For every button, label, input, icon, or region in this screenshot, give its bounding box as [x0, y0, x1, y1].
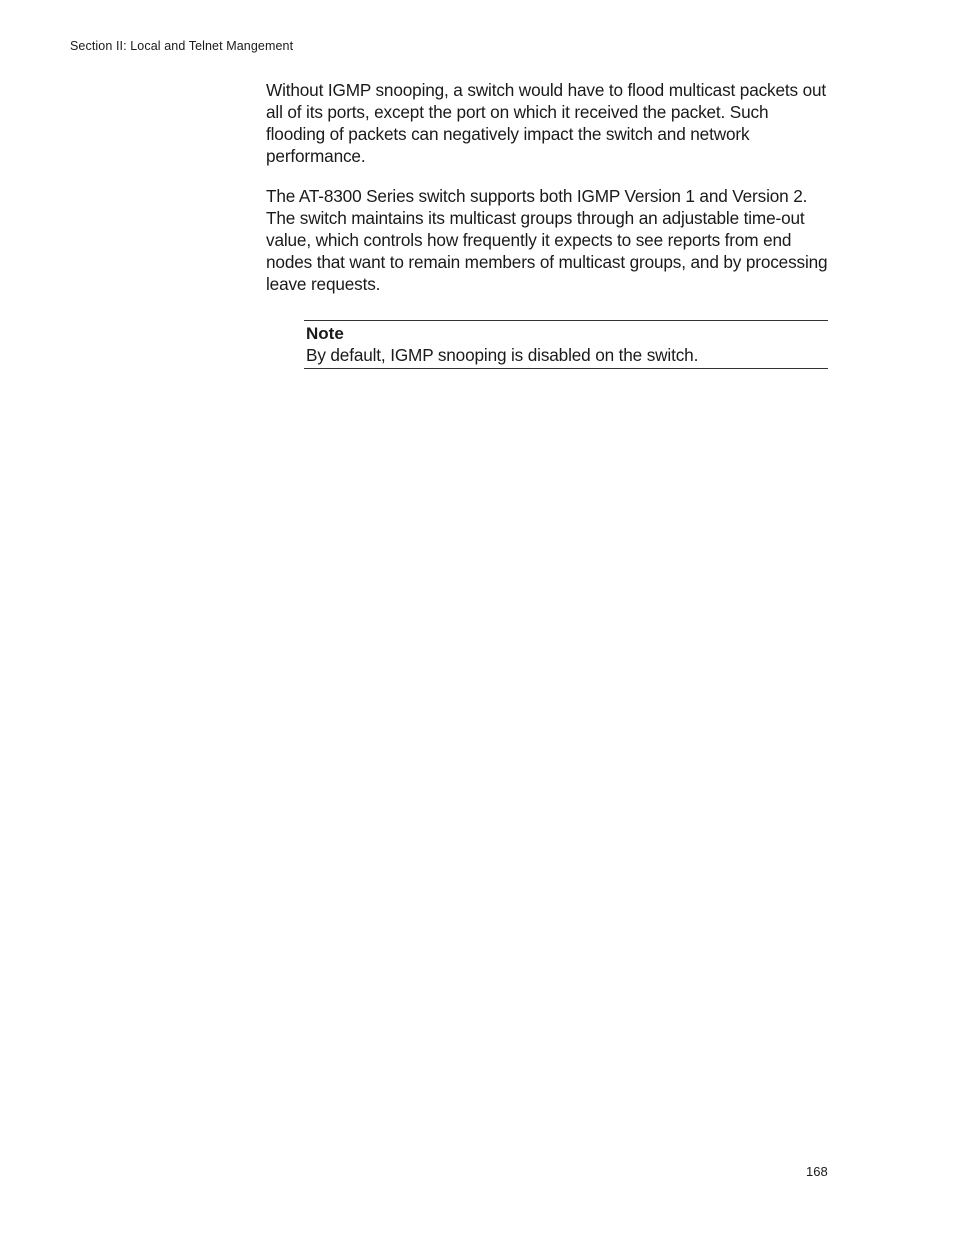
body-text: [266, 79, 828, 295]
note-text: By default, IGMP snooping is disabled on the switch.: [306, 345, 699, 365]
paragraph-igmp-flooding: Without IGMP snooping, a switch would have to flood multicast packets out all of its ports, except the port on which it received the packet. Such flooding of packets can negatively impact the switch and network performance.: [266, 80, 827, 166]
note-title: Note: [306, 324, 344, 343]
running-header: Section II: Local and Telnet Mangement: [70, 39, 294, 53]
paragraph-igmp-versions: The AT-8300 Series switch supports both IGMP Version 1 and Version 2. The switch maintains its multicast groups through an adjustable time-out value, which controls how frequently it expects to see reports from end nodes that want to remain members of multicast groups, and by processing leave requests.: [266, 186, 828, 294]
note-box: [304, 320, 828, 369]
page-number: 168: [806, 1164, 828, 1179]
